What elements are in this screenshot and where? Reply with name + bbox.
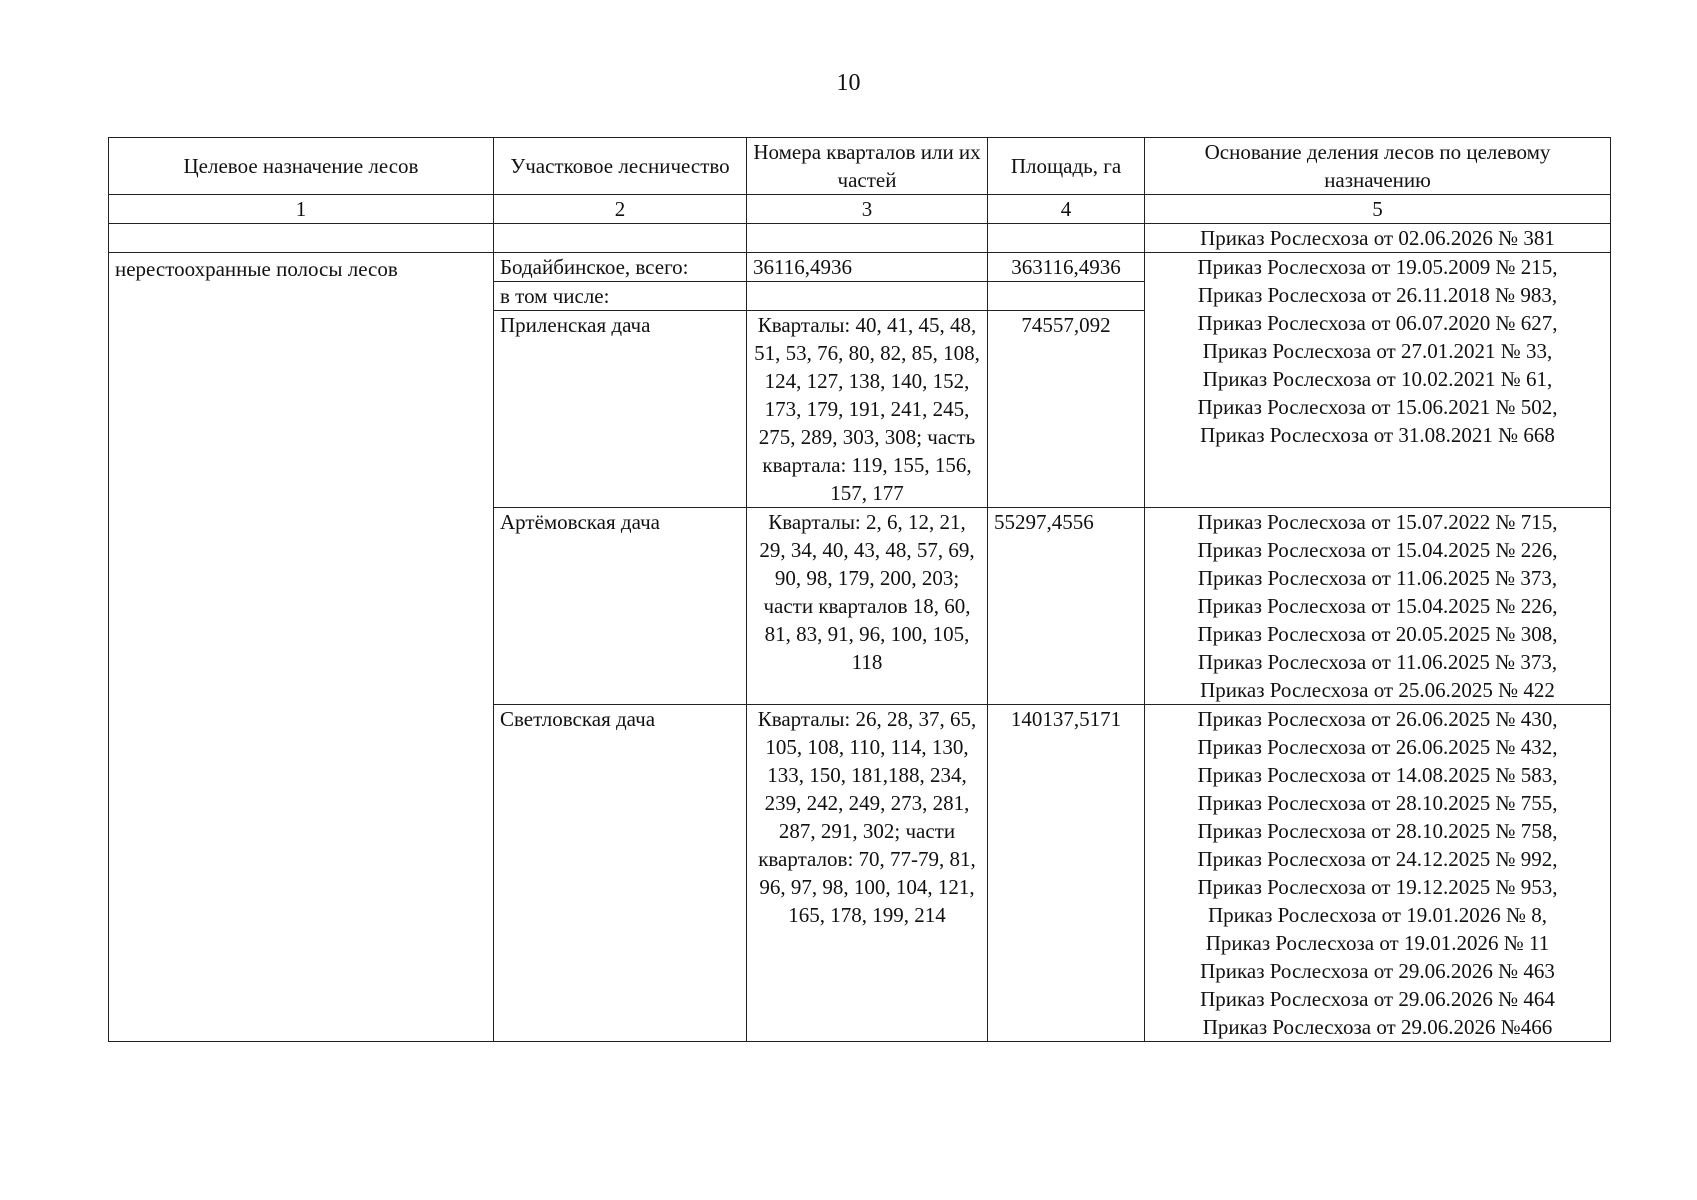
basis-line: Приказ Рослесхоза от 28.10.2025 № 758,	[1197, 819, 1558, 843]
header-purpose: Целевое назначение лесов	[109, 138, 494, 195]
basis-line: Приказ Рослесхоза от 19.01.2026 № 11	[1205, 931, 1550, 955]
header-district: Участковое лесничество	[494, 138, 747, 195]
forest-name: Светловская дача	[494, 705, 747, 1042]
district-quarters: 36116,4936	[747, 253, 988, 282]
header-basis: Основание деления лесов по целевому назначению	[1145, 138, 1611, 195]
carry-over-row	[109, 224, 1611, 253]
district-basis-cell	[1145, 253, 1611, 508]
including-label: в том числе:	[494, 282, 747, 311]
column-number: 1	[109, 195, 494, 224]
basis-line: Приказ Рослесхоза от 14.08.2025 № 583,	[1197, 763, 1558, 787]
basis-line: Приказ Рослесхоза от 29.06.2026 №466	[1202, 1015, 1553, 1039]
basis-line: Приказ Рослесхоза от 15.06.2021 № 502,	[1197, 395, 1558, 419]
basis-line: Приказ Рослесхоза от 25.06.2025 № 422	[1200, 678, 1555, 702]
area-cell: 74557,092	[988, 311, 1145, 508]
basis-line: Приказ Рослесхоза от 15.07.2022 № 715,	[1197, 510, 1558, 534]
basis-line: Приказ Рослесхоза от 28.10.2025 № 755,	[1197, 791, 1558, 815]
district-total-row	[109, 253, 1611, 282]
basis-line: Приказ Рослесхоза от 26.06.2025 № 432,	[1197, 735, 1558, 759]
area-cell: 140137,5171	[988, 705, 1145, 1042]
basis-line: Приказ Рослесхоза от 26.06.2025 № 430,	[1197, 707, 1558, 731]
column-number: 4	[988, 195, 1145, 224]
district-name: Бодайбинское, всего:	[494, 253, 747, 282]
basis-line: Приказ Рослесхоза от 19.12.2025 № 953,	[1197, 875, 1558, 899]
header-quarters: Номера кварталов или их частей	[747, 138, 988, 195]
page-number: 10	[836, 70, 861, 96]
empty-cell	[988, 224, 1145, 253]
column-number: 2	[494, 195, 747, 224]
basis-line: Приказ Рослесхоза от 26.11.2018 № 983,	[1197, 283, 1558, 307]
purpose-cell: нерестоохранные полосы лесов	[109, 253, 494, 1042]
basis-line: Приказ Рослесхоза от 19.01.2026 № 8,	[1207, 903, 1548, 927]
column-number-row	[109, 195, 1611, 224]
header-row	[109, 138, 1611, 195]
basis-line: Приказ Рослесхоза от 29.06.2026 № 463	[1200, 959, 1555, 983]
column-number: 5	[1145, 195, 1611, 224]
basis-cell	[1145, 705, 1611, 1042]
forest-name: Приленская дача	[494, 311, 747, 508]
forest-purpose-table	[108, 137, 1611, 1042]
forest-name: Артёмовская дача	[494, 508, 747, 705]
basis-line: Приказ Рослесхоза от 15.04.2025 № 226,	[1197, 538, 1558, 562]
basis-line: Приказ Рослесхоза от 29.06.2026 № 464	[1200, 987, 1555, 1011]
basis-line: Приказ Рослесхоза от 20.05.2025 № 308,	[1197, 622, 1558, 646]
quarters-cell: Кварталы: 2, 6, 12, 21, 29, 34, 40, 43, 48, 57, 69, 90, 98, 179, 200, 203; части кварталов 18, 60, 81, 83, 91, 96, 100, 105, 118	[747, 508, 988, 705]
empty-cell	[747, 224, 988, 253]
empty-cell	[109, 224, 494, 253]
column-number: 3	[747, 195, 988, 224]
basis-line: Приказ Рослесхоза от 31.08.2021 № 668	[1200, 423, 1555, 447]
basis-line: Приказ Рослесхоза от 24.12.2025 № 992,	[1197, 847, 1558, 871]
empty-cell	[494, 224, 747, 253]
basis-cell	[1145, 508, 1611, 705]
empty-cell	[747, 282, 988, 311]
district-area: 363116,4936	[988, 253, 1145, 282]
basis-line: Приказ Рослесхоза от 11.06.2025 № 373,	[1197, 566, 1558, 590]
quarters-cell: Кварталы: 26, 28, 37, 65, 105, 108, 110, 114, 130, 133, 150, 181,188, 234, 239, 242, 249, 273, 281, 287, 291, 302; части кварталов: 70, 77-79, 81, 96, 97, 98, 100, 104, 121, 165, 178, 199, 214	[747, 705, 988, 1042]
empty-cell	[988, 282, 1145, 311]
basis-cell: Приказ Рослесхоза от 02.06.2026 № 381	[1145, 224, 1611, 253]
quarters-cell: Кварталы: 40, 41, 45, 48, 51, 53, 76, 80, 82, 85, 108, 124, 127, 138, 140, 152, 173, 179, 191, 241, 245, 275, 289, 303, 308; часть квартала: 119, 155, 156, 157, 177	[747, 311, 988, 508]
basis-line: Приказ Рослесхоза от 27.01.2021 № 33,	[1202, 339, 1553, 363]
basis-line: Приказ Рослесхоза от 19.05.2009 № 215,	[1197, 255, 1558, 279]
header-area: Площадь, га	[988, 138, 1145, 195]
basis-line: Приказ Рослесхоза от 10.02.2021 № 61,	[1202, 367, 1553, 391]
basis-line: Приказ Рослесхоза от 15.04.2025 № 226,	[1197, 594, 1558, 618]
basis-line: Приказ Рослесхоза от 11.06.2025 № 373,	[1197, 650, 1558, 674]
basis-line: Приказ Рослесхоза от 06.07.2020 № 627,	[1197, 311, 1558, 335]
area-cell: 55297,4556	[988, 508, 1145, 705]
